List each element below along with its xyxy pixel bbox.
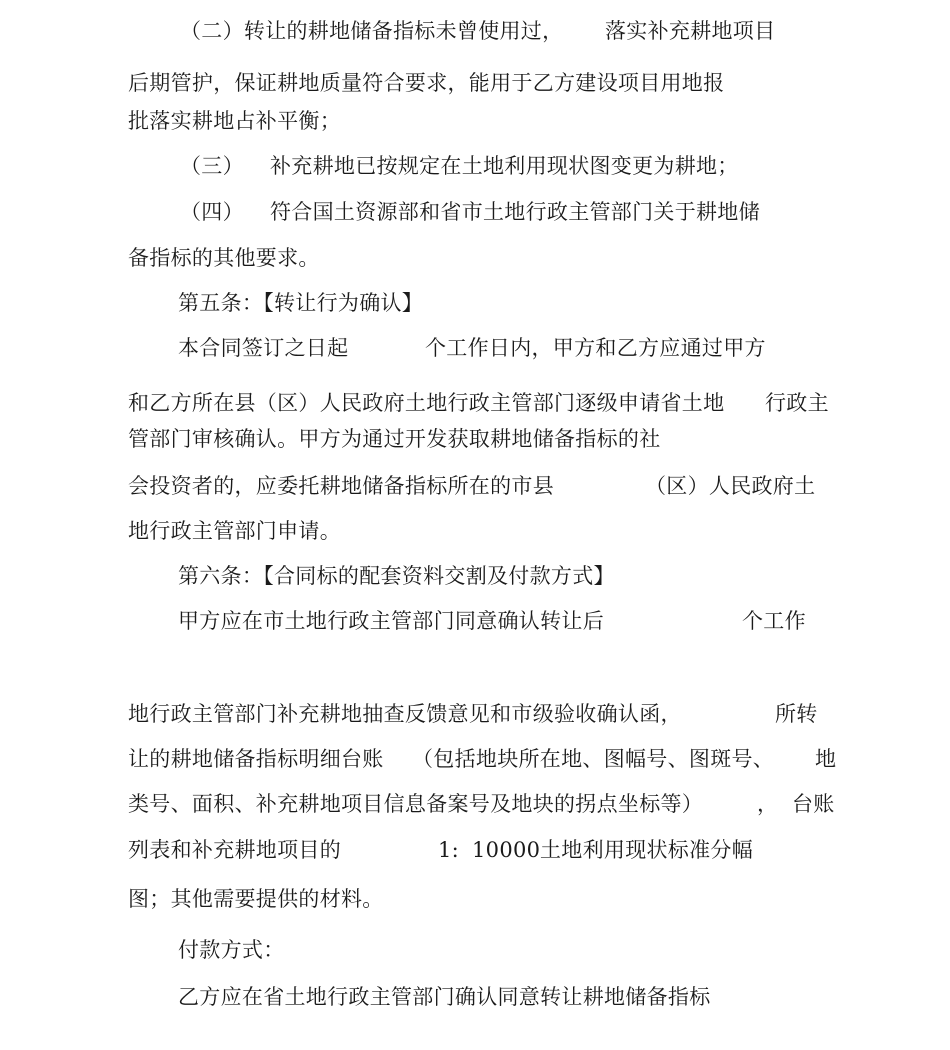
article-6-text-f: （包括地块所在地、图幅号、图斑号、: [412, 747, 775, 771]
clause-2-text-a: （二）转让的耕地储备指标未曾使用过，: [180, 19, 564, 43]
clause-3-text: 补充耕地已按规定在土地利用现状图变更为耕地；: [270, 154, 739, 178]
article-5-text-b: 个工作日内，甲方和乙方应通过甲方: [425, 336, 766, 360]
article-6-text-i: ，: [757, 792, 779, 816]
article-5-text-c: 和乙方所在县（区）人民政府土地行政主管部门逐级申请省土地: [128, 391, 725, 415]
clause-4-text-b: 备指标的其他要求。: [128, 246, 320, 270]
clause-4-text-a: 符合国土资源部和省市土地行政主管部门关于耕地储: [270, 200, 760, 224]
article-6-text-c: 地行政主管部门补充耕地抽查反馈意见和市级验收确认函，: [128, 702, 682, 726]
article-5-text-g: （区）人民政府土: [645, 474, 816, 498]
clause-2-text-b: 落实补充耕地项目: [605, 19, 776, 43]
article-6-text-l: 土地利用现状标准分幅: [540, 838, 753, 862]
clause-2-text-d: 批落实耕地占补平衡；: [128, 109, 341, 133]
article-5-text-d: 行政主: [765, 391, 829, 415]
article-6-text-h: 类号、面积、补充耕地项目信息备案号及地块的拐点坐标等）: [128, 792, 704, 816]
clause-2-text-c: 后期管护，保证耕地质量符合要求，能用于乙方建设项目用地报: [128, 71, 725, 95]
article-6-text-a: 甲方应在市土地行政主管部门同意确认转让后: [178, 609, 604, 633]
article-6-text-k: 列表和补充耕地项目的: [128, 838, 341, 862]
article-5-text-a: 本合同签订之日起: [178, 336, 349, 360]
article-6-text-j: 台账: [792, 792, 835, 816]
payment-heading: 付款方式：: [178, 938, 285, 962]
article-5-text-e: 管部门审核确认。甲方为通过开发获取耕地储备指标的社: [128, 427, 661, 451]
article-5-text-f: 会投资者的，应委托耕地储备指标所在的市县: [128, 474, 554, 498]
article-6-text-b: 个工作: [742, 609, 806, 633]
clause-4-label: （四）: [180, 200, 244, 224]
article-6-text-d: 所转: [775, 702, 818, 726]
article-6-text-g: 地: [815, 747, 837, 771]
article-5-heading: 第五条：【转让行为确认】: [178, 291, 424, 315]
article-6-scale-prefix: 1:: [438, 838, 460, 862]
article-6-heading: 第六条：【合同标的配套资料交割及付款方式】: [178, 564, 615, 588]
article-6-scale-value: 10000: [472, 838, 541, 862]
article-6-text-e: 让的耕地储备指标明细台账: [128, 747, 384, 771]
payment-text: 乙方应在省土地行政主管部门确认同意转让耕地储备指标: [178, 985, 711, 1009]
article-5-text-h: 地行政主管部门申请。: [128, 519, 341, 543]
article-6-text-m: 图；其他需要提供的材料。: [128, 887, 384, 911]
clause-3-label: （三）: [180, 154, 244, 178]
